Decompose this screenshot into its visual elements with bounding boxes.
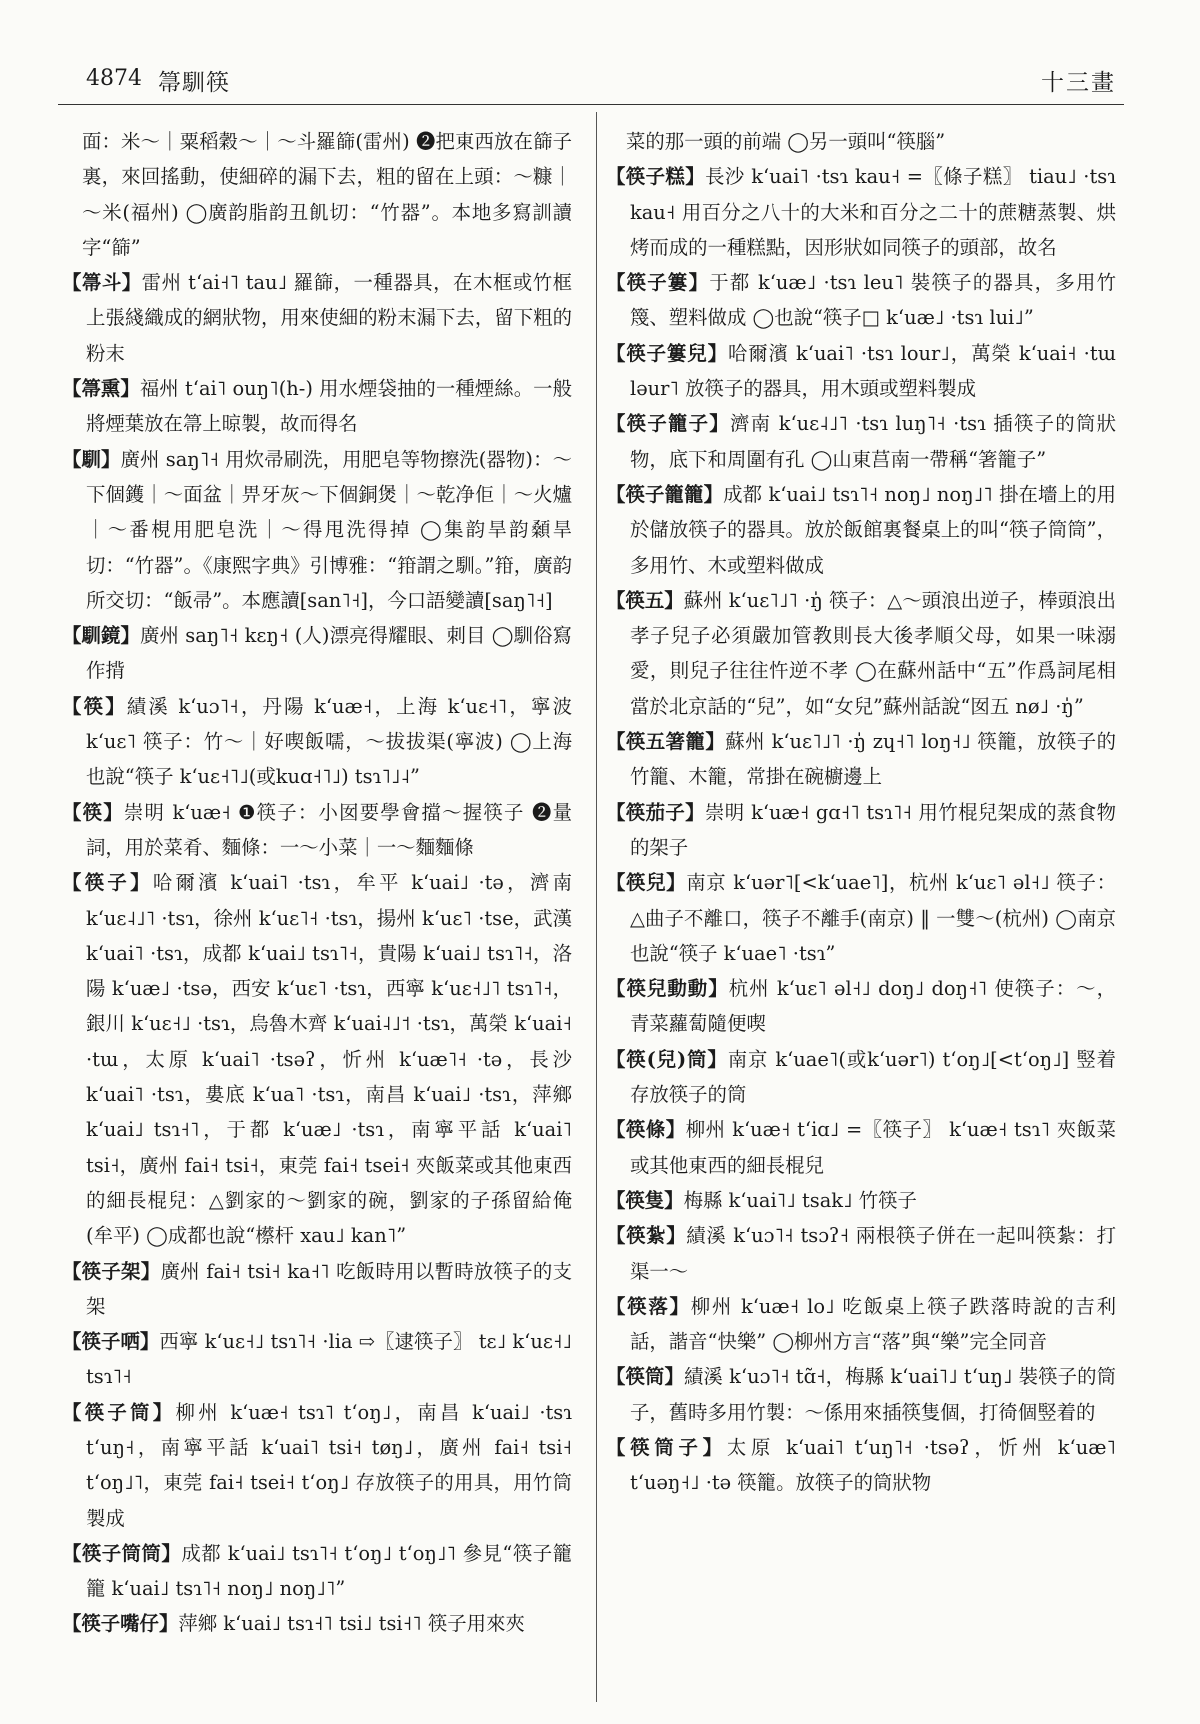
entry-headword: 【筷隻】 — [606, 1188, 684, 1212]
entry-headword: 【筷落】 — [606, 1294, 691, 1318]
entry-headword: 【筷子架】 — [62, 1259, 161, 1283]
entry-headword: 【馴】 — [62, 447, 121, 471]
dictionary-entry: 【筷隻】梅縣 kʻuai˥˩ tsak˩ 竹筷子 — [606, 1188, 917, 1212]
dictionary-entry: 【筷兒】南京 kʻuər˥[<kʻuae˥]，杭州 kʻuɛ˥ əl˧˩ 筷子：△曲子不離口，筷子不離手(南京) ‖ 一雙～(杭州) ◯南京也說“筷子 kʻuae˥ ·tsɿ” — [606, 871, 1116, 965]
dictionary-entry: 【馴鏡】廣州 saŋ˥˧ kɛŋ˧ (人)漂亮得耀眼、刺目 ◯馴俗寫作揹 — [62, 624, 572, 683]
dictionary-entry: 【筷(兒)筒】南京 kʻuae˥(或kʻuər˥) tʻoŋ˩[<tʻoŋ˩] 竪着存放筷子的筒 — [606, 1047, 1116, 1107]
entry-headword: 【筷兒】 — [606, 871, 687, 895]
left-column — [62, 124, 572, 1642]
entry-headword: 【箒斗】 — [62, 271, 142, 295]
header-characters: 箒馴筷 — [158, 70, 230, 96]
header-rule — [58, 104, 1124, 105]
entry-headword: 【馴鏡】 — [62, 624, 140, 648]
dictionary-entry: 面：米～｜粟稻穀～｜～斗羅篩(雷州) ❷把東西放在篩子裏，來回搖動，使細碎的漏下去，粗的留在上頭：～糠｜～米(福州) ◯廣韵脂韵丑飢切：“竹器”。本地多寫訓讀字“篩” — [82, 130, 572, 259]
entry-headword: 【筷子籠子】 — [606, 412, 730, 436]
entry-headword: 【筷茄子】 — [606, 800, 705, 824]
dictionary-entry: 【筷子筒】柳州 kʻuæ˧ tsɿ˥ tʻoŋ˩，南昌 kʻuai˩ ·tsɿ tʻuŋ˧，南寧平話 kʻuai˥ tsi˧ tøŋ˩，廣州 fai˧ tsi˧ tʻoŋ˩˥，東莞 fai˧ tsei˧ tʻoŋ˩ 存放筷子的用具，用竹筒製成 — [62, 1400, 573, 1530]
dictionary-entry: 【筷五】蘇州 kʻuɛ˥˩˥ ·ŋ̍ 筷子：△～頭浪出逆子，棒頭浪出孝子兒子必須嚴加管教則長大後孝順父母，如果一味溺愛，則兒子往往忤逆不孝 ◯在蘇州話中“五”作爲詞尾相當於北京話的“兒”，如“女兒”蘇州話說“囡五 nø˩ ·ŋ̍” — [606, 588, 1116, 718]
dictionary-entry: 【筷子簍兒】哈爾濱 kʻuai˥ ·tsɿ lour˩，萬榮 kʻuai˧ ·tɯ ləur˥ 放筷子的器具，用木頭或塑料製成 — [606, 341, 1117, 401]
dictionary-entry: 【筷子糕】長沙 kʻuai˥ ·tsɿ kau˧ =〖條子糕〗 tiau˩ ·tsɿ kau˧ 用百分之八十的大米和百分之二十的蔗糖蒸製、烘烤而成的一種糕點，因形狀如同筷子的頭部，故名 — [606, 165, 1116, 259]
dictionary-entry: 【箒斗】雷州 tʻai˧˥ tau˩ 羅篩，一種器具，在木框或竹框上張綫織成的網狀物，用來使細的粉末漏下去，留下粗的粉末 — [62, 271, 573, 365]
dictionary-entry: 【筷子哂】西寧 kʻuɛ˧˩ tsɿ˥˧ ·lia ⇨〖逮筷子〗 tɛ˩ kʻuɛ˧˩ tsɿ˥˧ — [62, 1330, 572, 1389]
entry-headword: 【筷子筒】 — [62, 1400, 176, 1424]
entry-headword: 【筷條】 — [606, 1118, 686, 1142]
entry-headword: 【筷】 — [62, 800, 124, 824]
dictionary-entry: 【筷子架】廣州 fai˧ tsi˧ ka˧˥ 吃飯時用以暫時放筷子的支架 — [62, 1259, 573, 1318]
entry-headword: 【筷】 — [62, 694, 127, 718]
dictionary-entry: 【筷條】柳州 kʻuæ˧ tʻiɑ˩ =〖筷子〗 kʻuæ˧ tsɿ˥ 夾飯菜或其他東西的細長棍兒 — [606, 1118, 1116, 1177]
entry-headword: 【筷兒動動】 — [606, 977, 729, 1001]
dictionary-entry: 【筷落】柳州 kʻuæ˧ lo˩ 吃飯桌上筷子跌落時說的吉利話，諧音“快樂” ◯柳州方言“落”與“樂”完全同音 — [606, 1294, 1117, 1354]
dictionary-entry: 【筷五箸籠】蘇州 kʻuɛ˥˩˥ ·ŋ̍ zɥ˧˥ loŋ˧˩ 筷籠，放筷子的竹籠、木籠，常掛在碗櫥邊上 — [606, 730, 1116, 789]
column-divider — [596, 112, 597, 1702]
dictionary-entry: 【筷茄子】崇明 kʻuæ˧ gɑ˧˥ tsɿ˥˧ 用竹棍兒架成的蒸食物的架子 — [606, 800, 1116, 859]
dictionary-entry: 【筷】績溪 kʻuɔ˥˧，丹陽 kʻuæ˧，上海 kʻuɛ˧˥，寧波 kʻuɛ˥ 筷子：竹～｜好喫飯嚅，～拔拔渠(寧波) ◯上海也說“筷子 kʻuɛ˧˥˩(或kuɑ˧˥˩) tsɿ˥˩˨” — [62, 694, 572, 789]
right-column — [606, 124, 1116, 1501]
entry-headword: 【筷筒子】 — [606, 1435, 727, 1459]
dictionary-entry: 【筷筒】績溪 kʻuɔ˥˧ tɑ̃˧，梅縣 kʻuai˥˩ tʻuŋ˩ 裝筷子的筒子，舊時多用竹製：～係用來插筷隻個，打徛個竪着的 — [606, 1365, 1116, 1424]
entry-headword: 【筷子筒筒】 — [62, 1541, 182, 1565]
entry-headword: 【筷子】 — [62, 871, 153, 895]
entry-headword: 【筷子籠籠】 — [606, 482, 724, 506]
entry-headword: 【筷子嘴仔】 — [62, 1612, 179, 1636]
entry-headword: 【筷子糕】 — [606, 165, 706, 189]
dictionary-entry: 【筷兒動動】杭州 kʻuɛ˥ əl˧˩ doŋ˩ doŋ˧˥ 使筷子：～，青菜蘿蔔隨便喫 — [606, 977, 1116, 1036]
entry-headword: 【筷五箸籠】 — [606, 730, 726, 754]
entry-headword: 【筷五】 — [606, 588, 684, 612]
entry-headword: 【筷紮】 — [606, 1224, 687, 1248]
dictionary-entry: 菜的那一頭的前端 ◯另一頭叫“筷腦” — [626, 130, 946, 153]
dictionary-entry: 【筷】崇明 kʻuæ˧ ❶筷子：小囡要學會擋～握筷子 ❷量詞，用於菜肴、麵條：一～小菜｜一～麵麵條 — [62, 800, 572, 859]
entry-headword: 【筷子簍兒】 — [606, 341, 728, 365]
dictionary-entry: 【筷筒子】太原 kʻuai˥ tʻuŋ˥˧ ·tsəʔ，忻州 kʻuæ˥ tʻuəŋ˧˩ ·tə 筷籠。放筷子的筒狀物 — [606, 1435, 1116, 1495]
entry-headword: 【箒熏】 — [62, 377, 140, 401]
dictionary-entry: 【筷子籠子】濟南 kʻuɛ˨˩˥ ·tsɿ luŋ˥˧ ·tsɿ 插筷子的筒狀物，底下和周圍有孔 ◯山東莒南一帶稱“箸籠子” — [606, 412, 1116, 471]
dictionary-entry: 【馴】廣州 saŋ˥˧ 用炊帚刷洗，用肥皂等物擦洗(器物)：～下個鑊｜～面盆｜畀牙灰～下個銅煲｜～乾净佢｜～火爐｜～番梘用肥皂洗｜～得甩洗得掉 ◯集韵旱韵顙旱切：“竹器”。《康熙字典》引博雅：“箝謂之馴。”箝，廣韵所交切：“飯帚”。本應讀[san˥˧]，今口語變讀[saŋ˥˧] — [62, 447, 572, 612]
dictionary-entry: 【箒熏】福州 tʻai˥ ouŋ˥(h-) 用水煙袋抽的一種煙絲。一般將煙葉放在箒上晾製，故而得名 — [62, 377, 573, 436]
entry-headword: 【筷筒】 — [606, 1365, 684, 1389]
section-label: 十三畫 — [1041, 70, 1116, 96]
page-header — [58, 58, 1124, 102]
dictionary-entry: 【筷子籠籠】成都 kʻuai˩ tsɿ˥˧ noŋ˩ noŋ˩˥ 掛在墻上的用於儲放筷子的器具。放於飯館裏餐桌上的叫“筷子筒筒”，多用竹、木或塑料做成 — [606, 482, 1116, 577]
entry-headword: 【筷子哂】 — [62, 1330, 160, 1354]
dictionary-entry: 【筷子簍】于都 kʻuæ˩ ·tsɿ leu˥ 裝筷子的器具，多用竹篾、塑料做成 ◯也說“筷子□ kʻuæ˩ ·tsɿ lui˩” — [606, 271, 1116, 330]
dictionary-entry: 【筷子筒筒】成都 kʻuai˩ tsɿ˥˧ tʻoŋ˩ tʻoŋ˩˥ 參見“筷子籠籠 kʻuai˩ tsɿ˥˧ noŋ˩ noŋ˩˥” — [62, 1541, 573, 1601]
dictionary-entry: 【筷紮】績溪 kʻuɔ˥˧ tsɔʔ˧ 兩根筷子併在一起叫筷紮：打渠一～ — [606, 1224, 1116, 1283]
entry-headword: 【筷子簍】 — [606, 271, 710, 295]
dictionary-entry: 【筷子】哈爾濱 kʻuai˥ ·tsɿ，牟平 kʻuai˩ ·tə，濟南 kʻuɛ˨˩˥ ·tsɿ，徐州 kʻuɛ˥˧ ·tsɿ，揚州 kʻuɛ˥ ·tse，武漢 kʻuai˥ ·tsɿ，成都 kʻuai˩ tsɿ˥˧，貴陽 kʻuai˩ tsɿ˥˧，洛陽 kʻuæ˩ ·tsə，西安 kʻuɛ˥ ·tsɿ，西寧 kʻuɛ˧˩˥ tsɿ˥˧，銀川 kʻuɛ˧˩ ·tsɿ，烏魯木齊 kʻuai˨˩˦ ·tsɿ，萬榮 kʻuai˧ ·tɯ，太原 kʻuai˥ ·tsəʔ，忻州 kʻuæ˥˧ ·tə，長沙 kʻuai˥ ·tsɿ，婁底 kʻua˥ ·tsɿ，南昌 kʻuai˩ ·tsɿ，萍鄉 kʻuai˩ tsɿ˧˥，于都 kʻuæ˩ ·tsɿ，南寧平話 kʻuai˥ tsi˧，廣州 fai˧ tsi˧，東莞 fai˧ tsei˧ 夾飯菜或其他東西的細長棍兒：△劉家的～劉家的碗，劉家的子孫留給俺(牟平) ◯成都也說“櫒杆 xau˩ kan˥” — [62, 871, 572, 1248]
page-number: 4874 — [86, 66, 142, 91]
entry-headword: 【筷(兒)筒】 — [606, 1047, 728, 1071]
dictionary-entry: 【筷子嘴仔】萍鄉 kʻuai˩ tsɿ˧˥ tsi˩ tsi˧˥ 筷子用來夾 — [62, 1612, 525, 1636]
